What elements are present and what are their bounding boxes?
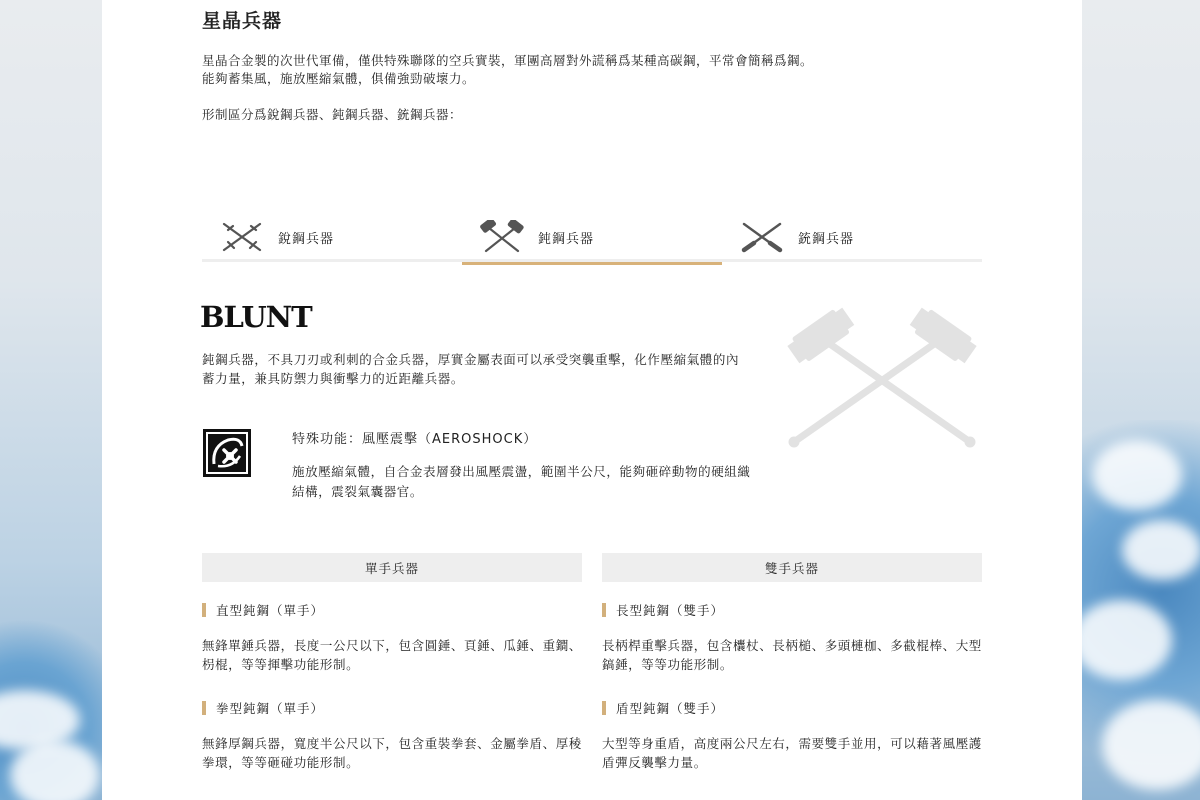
item-title: 拳型鈍鋼（單手） — [216, 701, 325, 716]
one-handed-column — [202, 553, 582, 772]
intro-line-2: 能夠蓄集風，施放壓縮氣體，俱備強勁破壞力。 — [202, 71, 476, 86]
list-item — [202, 700, 582, 772]
accent-bar — [602, 701, 606, 715]
content-panel — [102, 0, 1082, 800]
tab-blunt-weapons[interactable] — [462, 212, 722, 262]
item-description: 長柄桿重擊兵器，包含欜杖、長柄槌、多頭槤枷、多截棍棒、大型鎬錘，等等功能形制。 — [602, 638, 982, 672]
intro-line-1: 星晶合金製的次世代軍備，僅供特殊聯隊的空兵實裝，軍團高層對外謊稱爲某種高碳鋼，平常會簡稱爲鋼。 — [202, 53, 814, 68]
special-ability-title: 特殊功能：風壓震擊（AEROSHOCK） — [292, 432, 538, 447]
list-item — [602, 700, 982, 772]
crossed-hammers-watermark-icon — [782, 300, 982, 450]
blunt-description: 鈍鋼兵器，不具刀刃或利刺的合金兵器，厚實金屬表面可以承受突襲重擊，化作壓縮氣體的內蓄力量，兼具防禦力與衝擊力的近距離兵器。 — [202, 352, 740, 386]
weapon-type-tabs — [202, 212, 982, 262]
item-title: 長型鈍鋼（雙手） — [616, 603, 725, 618]
special-ability-description: 施放壓縮氣體，自合金表層發出風壓震盪，範圍半公尺，能夠砸碎動物的硬組織結構，震裂氣囊器官。 — [292, 464, 751, 499]
crossed-guns-icon — [740, 220, 784, 254]
accent-bar — [602, 603, 606, 617]
tab-label: 鈍鋼兵器 — [538, 231, 595, 247]
tab-label: 銃鋼兵器 — [798, 231, 855, 247]
item-title: 盾型鈍鋼（雙手） — [616, 701, 725, 716]
list-item — [202, 602, 582, 674]
page-title: 星晶兵器 — [202, 10, 283, 32]
tab-sharp-weapons[interactable] — [202, 212, 462, 262]
item-description: 大型等身重盾，高度兩公尺左右，需要雙手並用，可以藉著風壓護盾彈反襲擊力量。 — [602, 736, 982, 770]
accent-bar — [202, 603, 206, 617]
tab-label: 銳鋼兵器 — [278, 231, 335, 247]
crossed-swords-icon — [220, 220, 264, 254]
section-heading: BLUNT — [200, 300, 312, 334]
aeroshock-icon — [202, 428, 252, 478]
intro-line-3: 形制區分爲銳鋼兵器、鈍鋼兵器、銃鋼兵器： — [202, 107, 463, 122]
item-description: 無鋒厚鋼兵器，寬度半公尺以下，包含重裝拳套、金屬拳盾、厚稜拳環，等等砸碰功能形制。 — [202, 736, 582, 770]
sky-background-right — [1082, 0, 1200, 800]
crossed-hammers-icon — [480, 220, 524, 254]
column-header: 雙手兵器 — [602, 553, 982, 582]
tab-gun-weapons[interactable] — [722, 212, 982, 262]
item-title: 直型鈍鋼（單手） — [216, 603, 325, 618]
list-item — [602, 602, 982, 674]
item-description: 無鋒單錘兵器，長度一公尺以下，包含圓錘、頁錘、瓜錘、重鐧、枴棍，等等揮擊功能形制。 — [202, 638, 582, 672]
sky-background-left — [0, 0, 102, 800]
two-handed-column — [602, 553, 982, 772]
intro-text — [202, 52, 813, 124]
accent-bar — [202, 701, 206, 715]
column-header: 單手兵器 — [202, 553, 582, 582]
